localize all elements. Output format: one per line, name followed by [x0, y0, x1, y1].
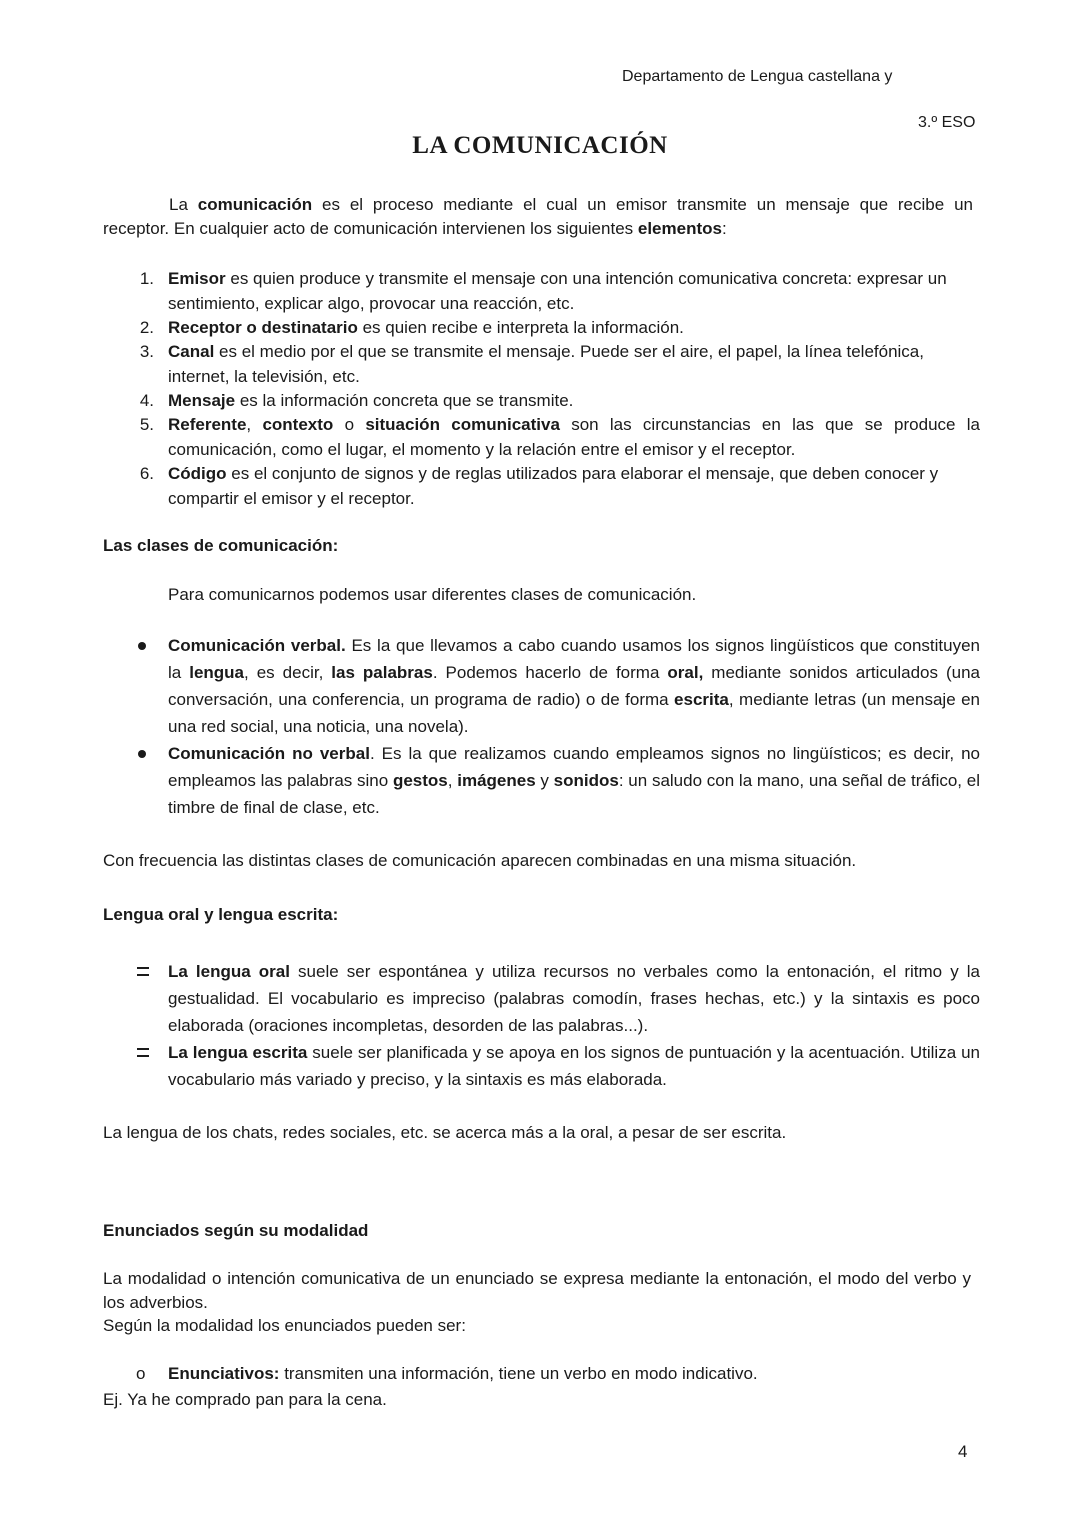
list-item-mensaje: 4. Mensaje es la información concreta que se transmite. — [139, 391, 574, 410]
list-item-codigo: 6. Código es el conjunto de signos y de reglas utilizados para elaborar el mensaje, que deben conocer y compartir el emisor y el receptor. — [139, 464, 939, 508]
dash-marker-icon — [135, 960, 151, 980]
section-heading-clases: Las clases de comunicación: — [103, 536, 339, 555]
intro-line-2: receptor. En cualquier acto de comunicación intervienen los siguientes elementos: — [103, 219, 727, 238]
modalidad-paragraph: La modalidad o intención comunicativa de un enunciado se expresa mediante la entonación, el modo del verbo y los adverbios. — [103, 1269, 971, 1312]
clases-closing: Con frecuencia las distintas clases de comunicación aparecen combinadas en una misma situación. — [103, 851, 857, 870]
dash-marker-icon — [135, 1041, 151, 1061]
bullet-dot-icon — [138, 642, 146, 650]
clases-intro: Para comunicarnos podemos usar diferentes clases de comunicación. — [168, 585, 697, 604]
dash-item-escrita: La lengua escrita suele ser planificada y se apoya en los signos de puntuación y la acentuación. Utiliza un vocabulario más variado y preciso, y la sintaxis es más elaborada. — [130, 1039, 980, 1093]
intro-line-1: La comunicación es el proceso mediante el cual un emisor transmite un mensaje que recibe un — [169, 195, 973, 214]
list-item-canal: 3. Canal es el medio por el que se transmite el mensaje. Puede ser el aire, el papel, la línea telefónica, internet, la televisión, etc. — [139, 342, 924, 386]
list-item-emisor: 1. Emisor es quien produce y transmite el mensaje con una intención comunicativa concreta: expresar un sentimiento, explicar algo, provocar una reacción, etc. — [139, 269, 947, 313]
section-heading-modalidad: Enunciados según su modalidad — [103, 1221, 369, 1240]
dash-item-oral: La lengua oral suele ser espontánea y utiliza recursos no verbales como la entonación, el ritmo y la gestualidad. El vocabulario es impreciso (palabras comodín, frases hechas, etc.) y la sintaxis es poco elaborada (oraciones incompletas, desorden de las palabras...). — [130, 958, 980, 1039]
list-item-referente: 5. Referente, contexto o situación comunicativa son las circunstancias en las que se produce la comunicación, como el lugar, el momento y la relación entre el emisor y el receptor. — [139, 415, 981, 459]
list-item-enunciativos: o Enunciativos: transmiten una información, tiene un verbo en modo indicativo. — [136, 1364, 758, 1383]
oral-escrita-closing: La lengua de los chats, redes sociales, etc. se acerca más a la oral, a pesar de ser escrita. — [103, 1123, 787, 1142]
bullet-no-verbal: Comunicación no verbal. Es la que realizamos cuando empleamos signos no lingüísticos; es decir, no empleamos las palabras sino gestos, imágenes y sonidos: un saludo con la mano, una señal de tráfico, el timbre de final de clase, etc. — [130, 740, 980, 821]
bullet-dot-icon — [138, 750, 146, 758]
list-item-receptor: 2. Receptor o destinatario es quien recibe e interpreta la información. — [139, 318, 684, 337]
course-label: 3.º ESO — [918, 114, 976, 131]
section-heading-oral-escrita: Lengua oral y lengua escrita: — [103, 905, 339, 924]
page-number: 4 — [958, 1442, 968, 1461]
department-header: Departamento de Lengua castellana y — [622, 68, 893, 85]
bullet-verbal: Comunicación verbal. Es la que llevamos a cabo cuando usamos los signos lingüísticos que constituyen la lengua, es decir, las palabras. Podemos hacerlo de forma oral, mediante sonidos articulados (una conversación, una conferencia, un programa de radio) o de forma escrita, mediante letras (un mensaje en una red social, una noticia, una novela). — [130, 632, 980, 740]
modalidad-intro: Según la modalidad los enunciados pueden ser: — [103, 1316, 466, 1335]
example-sentence: Ej. Ya he comprado pan para la cena. — [103, 1390, 387, 1409]
page-title: LA COMUNICACIÓN — [412, 132, 668, 159]
intro-paragraph — [103, 193, 973, 241]
